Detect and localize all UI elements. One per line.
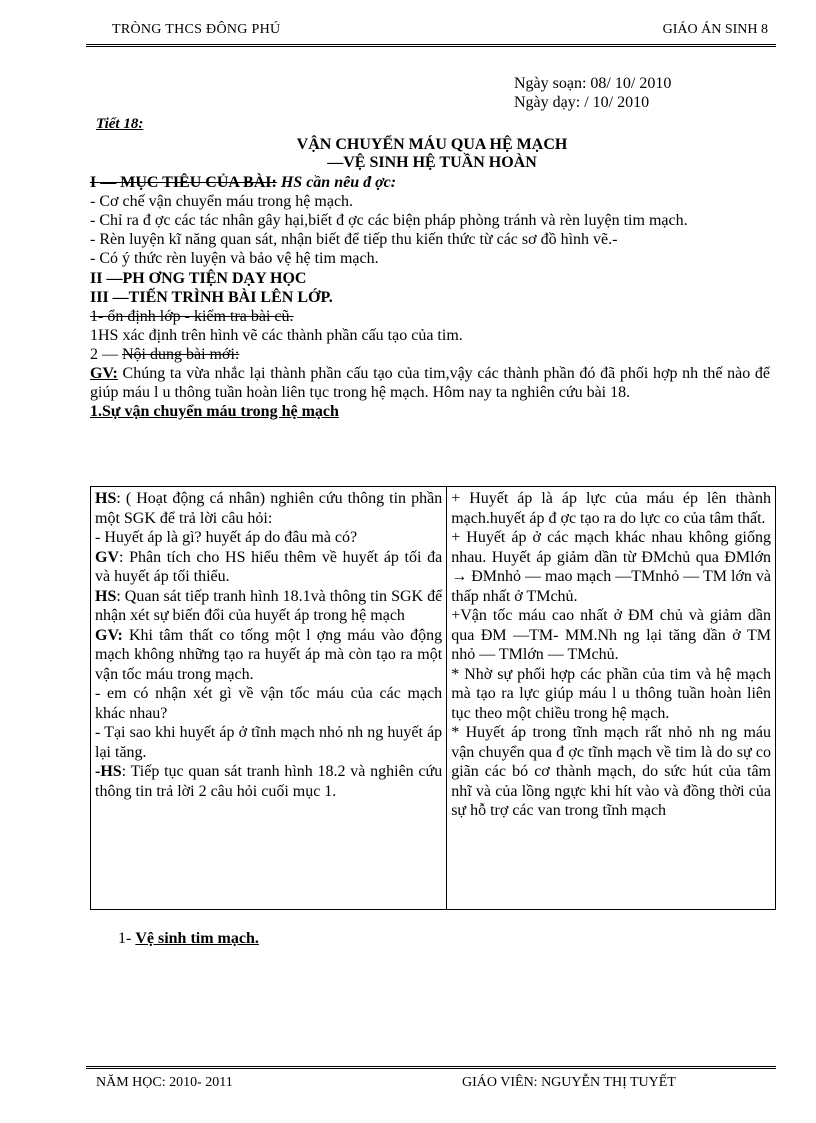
footer-teacher: GIÁO VIÊN: NGUYỄN THỊ TUYẾT: [462, 1075, 676, 1090]
step2-intro: [90, 364, 770, 402]
activity-line: - Tại sao khi huyết áp ở tĩnh mạch nhỏ nh ng huyết áp lại tăng.: [95, 724, 443, 761]
step1-text: 1HS xác định trên hình vẽ các thành phần cấu tạo của tim.: [90, 327, 463, 344]
lesson-table: [90, 486, 776, 910]
step2-label: 2 — Nội dung bài mới:: [90, 346, 240, 363]
objective-item: - Cơ chế vận chuyển máu trong hệ mạch.: [90, 193, 354, 210]
lesson-period: Tiết 18:: [96, 116, 144, 132]
subject-name: GIÁO ÁN SINH 8: [662, 22, 768, 37]
objectives-section: [90, 173, 770, 421]
objective-item: - Rèn luyện kĩ năng quan sát, nhận biết để tiếp thu kiến thức từ các sơ đồ hình vẽ.-: [90, 231, 618, 248]
lesson-title-line1: VẬN CHUYỂN MÁU QUA HỆ MẠCH: [296, 136, 568, 153]
content-column: [447, 487, 776, 910]
header-rule: [86, 44, 776, 47]
activity-line: -HS: Tiếp tục quan sát tranh hình 18.2 và nghiên cứu thông tin trả lời 2 câu hỏi cuối mục 1.: [95, 763, 443, 800]
date-prepared: Ngày soạn: 08/ 10/ 2010: [514, 75, 672, 92]
teacher-student-column: [91, 487, 447, 910]
content-line: +Vận tốc máu cao nhất ở ĐM chủ và giảm dần qua ĐM —TM- MM.Nh ng lại tăng dần ở TM nhỏ — TMlớn — TMchủ.: [451, 607, 771, 663]
footer-rule: [86, 1066, 776, 1069]
activity-line: - Huyết áp là gì? huyết áp do đâu mà có?: [95, 529, 358, 546]
content-line: + Huyết áp ở các mạch khác nhau không giống nhau. Huyết áp giảm dần từ ĐMchủ qua ĐMlớn → ĐMnhỏ — mao mạch —TMnhỏ — TM lớn và thấp nhất ở TMchủ.: [451, 529, 771, 605]
objectives-heading: I — MỤC TIÊU CỦA BÀI:: [90, 174, 277, 191]
activity-line: GV: Phân tích cho HS hiểu thêm về huyết áp tối đa và huyết áp tối thiểu.: [95, 548, 443, 585]
dates-block: [514, 74, 671, 112]
content-line: * Huyết áp trong tĩnh mạch rất nhỏ nh ng máu vận chuyển qua đ ợc tĩnh mạch về tim là do sự co giãn các bó cơ thành mạch, do sức hút của tâm nhĩ và của lồng ngực khi hít vào và đồng thời của sự hỗ trợ các van trong tĩnh mạch: [451, 724, 771, 819]
objective-item: - Chỉ ra đ ợc các tác nhân gây hại,biết đ ợc các biện pháp phòng tránh và rèn luyện tim mạch.: [90, 212, 688, 229]
footer-year: NĂM HỌC: 2010- 2011: [96, 1075, 233, 1090]
objective-item: - Có ý thức rèn luyện và bảo vệ hệ tim mạch.: [90, 250, 379, 267]
content-line: + Huyết áp là áp lực của máu ép lên thành mạch.huyết áp đ ợc tạo ra do lực co của tâm thất.: [451, 490, 771, 527]
section-3-heading: III —TIẾN TRÌNH BÀI LÊN LỚP.: [90, 289, 333, 306]
activity-line: GV: Khi tâm thất co tống một l ợng máu vào động mạch không những tạo ra huyết áp mà còn tạo ra một vận tốc máu trong mạch.: [95, 626, 443, 683]
part1-heading: 1.Sự vận chuyển máu trong hệ mạch: [90, 403, 339, 420]
objectives-note: HS cần nêu đ ợc:: [280, 174, 397, 191]
section-2-heading: II —PH ƠNG TIỆN DẠY HỌC: [90, 270, 307, 287]
lesson-title-line2: —VỆ SINH HỆ TUẦN HOÀN: [327, 154, 537, 171]
activity-line: HS: ( Hoạt động cá nhân) nghiên cứu thông tin phần một SGK để trả lời câu hỏi:: [95, 490, 443, 527]
activity-line: - em có nhận xét gì về vận tốc máu của các mạch khác nhau?: [95, 685, 443, 722]
content-line: * Nhờ sự phối hợp các phần của tim và hệ mạch mà tạo ra lực giúp máu l u thông tuần hoàn liên tục theo một chiều trong hệ mạch.: [451, 665, 771, 722]
date-taught: Ngày dạy: / 10/ 2010: [514, 94, 650, 111]
page-header: [112, 22, 768, 42]
gv-text: Chúng ta vừa nhắc lại thành phần cấu tạo của tim,vậy các thành phần đó đã phối hợp nh thế nào để giúp máu l u thông tuần hoàn liên tục trong hệ mạch. Hôm nay ta nghiên cứu bài 18.: [90, 365, 770, 401]
part2-heading: 1- Vệ sinh tim mạch.: [118, 930, 259, 947]
gv-label: GV:: [90, 365, 118, 382]
activity-line: HS: Quan sát tiếp tranh hình 18.1và thông tin SGK để nhận xét sự biến đổi của huyết áp trong hệ mạch: [95, 587, 443, 624]
step1-label: 1- ổn định lớp - kiểm tra bài cũ.: [90, 308, 294, 325]
school-name: TRÒNG THCS ĐÔNG PHÚ: [112, 22, 281, 37]
